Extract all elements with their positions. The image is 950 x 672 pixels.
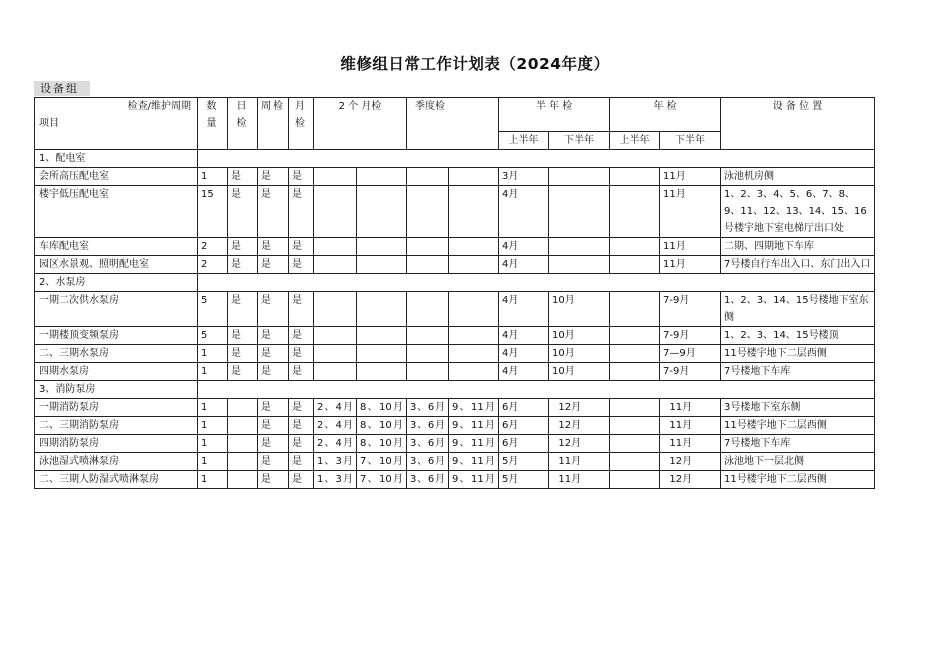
- location-cell: 1、2、3、14、15号楼顶: [721, 327, 875, 345]
- second-half-cell: 11月: [549, 471, 610, 489]
- item-name: 车库配电室: [35, 238, 198, 256]
- daily-cell: [228, 435, 258, 453]
- bimonthly-2-cell: 7、10月: [357, 453, 407, 471]
- first-half-year-cell: [610, 435, 660, 453]
- monthly-cell: 是: [289, 256, 314, 274]
- second-half-cell: [549, 186, 610, 238]
- table-row: [35, 238, 875, 256]
- bimonthly-2-cell: [357, 168, 407, 186]
- first-half-year-cell: [610, 363, 660, 381]
- second-half-year-cell: 7-9月: [660, 363, 721, 381]
- qty-cell: 1: [198, 435, 228, 453]
- monthly-cell: 是: [289, 417, 314, 435]
- bimonthly-1-cell: 1、3月: [314, 453, 357, 471]
- bimonthly-1-cell: [314, 168, 357, 186]
- second-half-year-cell: 11月: [660, 186, 721, 238]
- daily-cell: 是: [228, 186, 258, 238]
- item-name: 楼宇低压配电室: [35, 186, 198, 238]
- bimonthly-1-cell: [314, 186, 357, 238]
- qty-cell: 5: [198, 292, 228, 327]
- table-row: [35, 453, 875, 471]
- bimonthly-2-cell: [357, 238, 407, 256]
- year-header: 年 检: [610, 98, 721, 132]
- weekly-cell: 是: [258, 168, 289, 186]
- second-half-cell: 12月: [549, 435, 610, 453]
- first-half-cell: 4月: [499, 292, 549, 327]
- bimonthly-2-cell: 8、10月: [357, 417, 407, 435]
- first-half-cell: 4月: [499, 238, 549, 256]
- weekly-cell: 是: [258, 186, 289, 238]
- maintenance-plan-table: [34, 97, 875, 489]
- bimonthly-header: 2 个 月检: [314, 98, 407, 150]
- bimonthly-1-cell: [314, 256, 357, 274]
- bimonthly-1-cell: [314, 292, 357, 327]
- second-half-year-cell: 11月: [660, 399, 721, 417]
- second-half-cell: 10月: [549, 363, 610, 381]
- first-half-cell: 4月: [499, 186, 549, 238]
- first-half-year-cell: [610, 238, 660, 256]
- monthly-cell: 是: [289, 363, 314, 381]
- first-half-cell: 5月: [499, 471, 549, 489]
- first-half-year-cell: [610, 186, 660, 238]
- location-cell: 11号楼宇地下二层西侧: [721, 345, 875, 363]
- first-half-cell: 6月: [499, 399, 549, 417]
- item-name: 二、三期水泵房: [35, 345, 198, 363]
- table-row: [35, 363, 875, 381]
- second-half-year-cell: 7—9月: [660, 345, 721, 363]
- qty-cell: 1: [198, 453, 228, 471]
- quarterly-2-cell: 9、11月: [449, 435, 499, 453]
- monthly-cell: 是: [289, 292, 314, 327]
- first-half-year-cell: [610, 345, 660, 363]
- first-half-cell: 5月: [499, 453, 549, 471]
- first-half-year-cell: [610, 417, 660, 435]
- bimonthly-2-cell: [357, 327, 407, 345]
- weekly-cell: 是: [258, 399, 289, 417]
- bimonthly-2-cell: [357, 363, 407, 381]
- first-half-year-cell: [610, 292, 660, 327]
- first-half-year-cell: [610, 168, 660, 186]
- half-year-header: 半 年 检: [499, 98, 610, 132]
- quarterly-header: 季度检: [407, 98, 499, 150]
- quarterly-1-cell: [407, 363, 449, 381]
- bimonthly-2-cell: 8、10月: [357, 399, 407, 417]
- daily-cell: 是: [228, 345, 258, 363]
- second-half-header: 下半年: [549, 132, 610, 150]
- section-filler: [198, 381, 875, 399]
- daily-cell: 是: [228, 292, 258, 327]
- section-title: 2、水泵房: [35, 274, 198, 292]
- first-half-cell: 6月: [499, 417, 549, 435]
- location-cell: 7号楼自行车出入口、东门出入口: [721, 256, 875, 274]
- table-row: [35, 168, 875, 186]
- monthly-cell: 是: [289, 471, 314, 489]
- first-half-year-cell: [610, 399, 660, 417]
- second-half-cell: 10月: [549, 345, 610, 363]
- second-half-year-cell: 7-9月: [660, 292, 721, 327]
- group-label: 设备组: [34, 81, 90, 96]
- first-half-year-header: 上半年: [610, 132, 660, 150]
- bimonthly-2-cell: [357, 186, 407, 238]
- section-filler: [198, 150, 875, 168]
- daily-cell: [228, 453, 258, 471]
- second-half-year-cell: 11月: [660, 417, 721, 435]
- section-row: [35, 150, 875, 168]
- quarterly-1-cell: 3、6月: [407, 453, 449, 471]
- bimonthly-2-cell: [357, 256, 407, 274]
- monthly-cell: 是: [289, 453, 314, 471]
- location-cell: 7号楼地下车库: [721, 363, 875, 381]
- quarterly-1-cell: [407, 292, 449, 327]
- weekly-cell: 是: [258, 453, 289, 471]
- daily-cell: 是: [228, 256, 258, 274]
- second-half-cell: 12月: [549, 399, 610, 417]
- second-half-cell: [549, 256, 610, 274]
- quarterly-2-cell: [449, 345, 499, 363]
- location-cell: 泳池地下一层北侧: [721, 453, 875, 471]
- qty-cell: 1: [198, 471, 228, 489]
- table-row: [35, 471, 875, 489]
- quarterly-1-cell: 3、6月: [407, 399, 449, 417]
- location-cell: 11号楼宇地下二层西侧: [721, 471, 875, 489]
- quarterly-1-cell: [407, 256, 449, 274]
- bimonthly-1-cell: 2、4月: [314, 399, 357, 417]
- location-cell: 11号楼宇地下二层西侧: [721, 417, 875, 435]
- item-name: 四期消防泵房: [35, 435, 198, 453]
- table-row: [35, 345, 875, 363]
- quarterly-1-cell: [407, 345, 449, 363]
- second-half-year-cell: 11月: [660, 256, 721, 274]
- quarterly-2-cell: [449, 256, 499, 274]
- quarterly-1-cell: 3、6月: [407, 417, 449, 435]
- qty-cell: 1: [198, 399, 228, 417]
- quarterly-1-cell: [407, 168, 449, 186]
- quarterly-1-cell: [407, 327, 449, 345]
- bimonthly-1-cell: [314, 238, 357, 256]
- item-name: 一期楼顶变频泵房: [35, 327, 198, 345]
- daily-cell: [228, 471, 258, 489]
- bimonthly-1-cell: 2、4月: [314, 435, 357, 453]
- bimonthly-1-cell: 1、3月: [314, 471, 357, 489]
- weekly-cell: 是: [258, 327, 289, 345]
- second-half-cell: [549, 238, 610, 256]
- daily-cell: 是: [228, 168, 258, 186]
- second-half-cell: 10月: [549, 327, 610, 345]
- bimonthly-1-cell: [314, 363, 357, 381]
- weekly-cell: 是: [258, 417, 289, 435]
- qty-cell: 2: [198, 238, 228, 256]
- daily-cell: [228, 417, 258, 435]
- section-row: [35, 381, 875, 399]
- daily-cell: 是: [228, 238, 258, 256]
- first-half-year-cell: [610, 327, 660, 345]
- item-name: 二、三期消防泵房: [35, 417, 198, 435]
- section-title: 1、配电室: [35, 150, 198, 168]
- quarterly-2-cell: [449, 363, 499, 381]
- table-row: [35, 327, 875, 345]
- item-header-top: 检查/维护周期: [127, 101, 191, 112]
- page-title: 维修组日常工作计划表（2024年度）: [340, 55, 610, 73]
- second-half-year-header: 下半年: [660, 132, 721, 150]
- location-header: 设 备 位 置: [721, 98, 875, 150]
- second-half-year-cell: 12月: [660, 471, 721, 489]
- weekly-cell: 是: [258, 435, 289, 453]
- second-half-cell: 11月: [549, 453, 610, 471]
- location-cell: 7号楼地下车库: [721, 435, 875, 453]
- bimonthly-2-cell: [357, 292, 407, 327]
- item-name: 一期二次供水泵房: [35, 292, 198, 327]
- monthly-header: 月检: [289, 98, 314, 150]
- item-name: 二、三期人防湿式喷淋泵房: [35, 471, 198, 489]
- qty-cell: 1: [198, 417, 228, 435]
- first-half-cell: 6月: [499, 435, 549, 453]
- monthly-cell: 是: [289, 238, 314, 256]
- second-half-cell: [549, 168, 610, 186]
- weekly-cell: 是: [258, 256, 289, 274]
- table-row: [35, 435, 875, 453]
- table-row: [35, 417, 875, 435]
- item-name: 园区水景观、照明配电室: [35, 256, 198, 274]
- weekly-cell: 是: [258, 238, 289, 256]
- section-title: 3、消防泵房: [35, 381, 198, 399]
- bimonthly-2-cell: 8、10月: [357, 435, 407, 453]
- first-half-cell: 4月: [499, 327, 549, 345]
- item-name: 会所高压配电室: [35, 168, 198, 186]
- daily-header: 日检: [228, 98, 258, 150]
- location-cell: 1、2、3、4、5、6、7、8、9、11、12、13、14、15、16号楼宇地下室电梯厅出口处: [721, 186, 875, 238]
- location-cell: 二期、四期地下车库: [721, 238, 875, 256]
- qty-header: 数量: [198, 98, 228, 150]
- weekly-cell: 是: [258, 363, 289, 381]
- quarterly-2-cell: 9、11月: [449, 471, 499, 489]
- weekly-cell: 是: [258, 471, 289, 489]
- monthly-cell: 是: [289, 399, 314, 417]
- weekly-header: 周检: [258, 98, 289, 150]
- table-row: [35, 399, 875, 417]
- first-half-year-cell: [610, 256, 660, 274]
- quarterly-1-cell: [407, 238, 449, 256]
- item-header-bottom: 项目: [39, 118, 59, 129]
- second-half-year-cell: 11月: [660, 435, 721, 453]
- bimonthly-2-cell: [357, 345, 407, 363]
- section-row: [35, 274, 875, 292]
- monthly-cell: 是: [289, 168, 314, 186]
- table-row: [35, 256, 875, 274]
- quarterly-2-cell: [449, 327, 499, 345]
- quarterly-2-cell: 9、11月: [449, 399, 499, 417]
- second-half-year-cell: 11月: [660, 238, 721, 256]
- item-name: 一期消防泵房: [35, 399, 198, 417]
- quarterly-1-cell: 3、6月: [407, 435, 449, 453]
- first-half-year-cell: [610, 453, 660, 471]
- first-half-year-cell: [610, 471, 660, 489]
- bimonthly-1-cell: [314, 327, 357, 345]
- qty-cell: 5: [198, 327, 228, 345]
- table-row: [35, 186, 875, 238]
- monthly-cell: 是: [289, 327, 314, 345]
- second-half-cell: 10月: [549, 292, 610, 327]
- quarterly-2-cell: [449, 168, 499, 186]
- second-half-cell: 12月: [549, 417, 610, 435]
- first-half-header: 上半年: [499, 132, 549, 150]
- daily-cell: 是: [228, 327, 258, 345]
- table-body: [35, 150, 875, 489]
- table-header-row: [35, 98, 875, 132]
- location-cell: 3号楼地下室东侧: [721, 399, 875, 417]
- second-half-year-cell: 11月: [660, 168, 721, 186]
- table-row: [35, 292, 875, 327]
- quarterly-2-cell: [449, 186, 499, 238]
- bimonthly-2-cell: 7、10月: [357, 471, 407, 489]
- quarterly-2-cell: 9、11月: [449, 453, 499, 471]
- daily-cell: 是: [228, 363, 258, 381]
- qty-cell: 1: [198, 363, 228, 381]
- quarterly-1-cell: [407, 186, 449, 238]
- item-name: 泳池湿式喷淋泵房: [35, 453, 198, 471]
- section-filler: [198, 274, 875, 292]
- monthly-cell: 是: [289, 435, 314, 453]
- quarterly-2-cell: [449, 238, 499, 256]
- qty-cell: 2: [198, 256, 228, 274]
- location-cell: 泳池机房侧: [721, 168, 875, 186]
- quarterly-1-cell: 3、6月: [407, 471, 449, 489]
- first-half-cell: 3月: [499, 168, 549, 186]
- first-half-cell: 4月: [499, 363, 549, 381]
- quarterly-2-cell: 9、11月: [449, 417, 499, 435]
- second-half-year-cell: 7-9月: [660, 327, 721, 345]
- weekly-cell: 是: [258, 345, 289, 363]
- location-cell: 1、2、3、14、15号楼地下室东侧: [721, 292, 875, 327]
- qty-cell: 1: [198, 168, 228, 186]
- first-half-cell: 4月: [499, 256, 549, 274]
- qty-cell: 15: [198, 186, 228, 238]
- bimonthly-1-cell: [314, 345, 357, 363]
- quarterly-2-cell: [449, 292, 499, 327]
- item-column-header: [35, 98, 198, 150]
- second-half-year-cell: 12月: [660, 453, 721, 471]
- weekly-cell: 是: [258, 292, 289, 327]
- monthly-cell: 是: [289, 186, 314, 238]
- monthly-cell: 是: [289, 345, 314, 363]
- qty-cell: 1: [198, 345, 228, 363]
- bimonthly-1-cell: 2、4月: [314, 417, 357, 435]
- item-name: 四期水泵房: [35, 363, 198, 381]
- daily-cell: [228, 399, 258, 417]
- first-half-cell: 4月: [499, 345, 549, 363]
